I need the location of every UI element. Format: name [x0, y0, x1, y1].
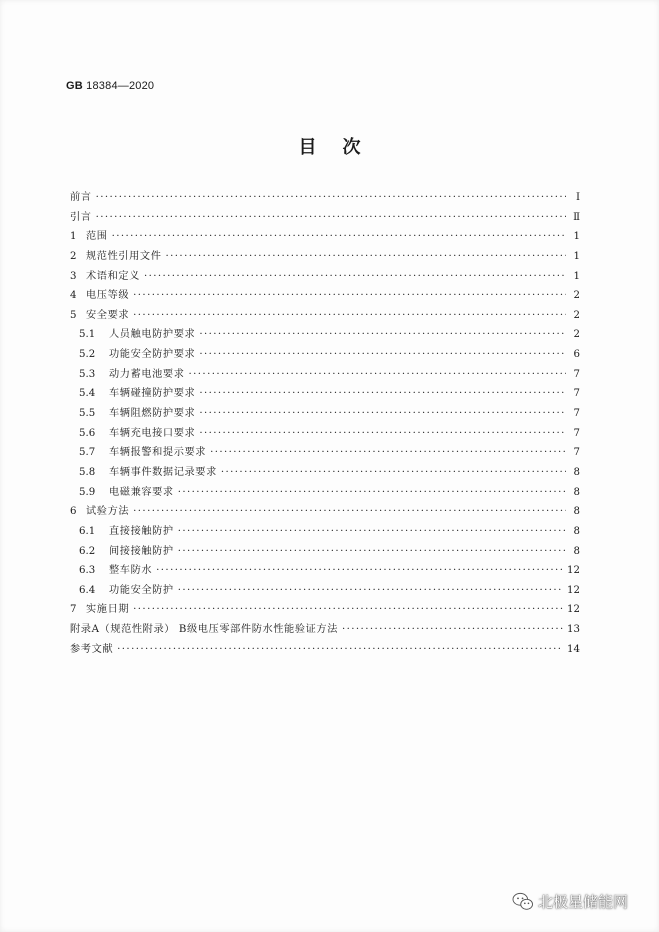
- toc-entry-label: 规范性引用文件: [86, 250, 162, 262]
- toc-entry-page: 1: [573, 250, 580, 262]
- toc-entry[interactable]: [70, 640, 580, 660]
- toc-entry[interactable]: [70, 542, 580, 562]
- toc-entry-number: 6.1: [79, 525, 96, 537]
- toc-entry-number: 3: [70, 270, 77, 282]
- toc-leader-dots: [199, 345, 566, 365]
- toc-entry-page: 7: [573, 388, 580, 400]
- toc-entry-number: 5: [70, 309, 77, 321]
- toc-leader-dots: [96, 188, 566, 208]
- toc-entry-label: 车辆阻燃防护要求: [109, 408, 196, 420]
- toc-entry-page: 12: [567, 565, 580, 577]
- toc-entry[interactable]: [70, 404, 580, 424]
- toc-entry-number: 6: [70, 506, 77, 518]
- toc-entry[interactable]: [70, 384, 580, 404]
- toc-entry-page: 7: [573, 427, 580, 439]
- toc-leader-dots: [210, 443, 566, 463]
- toc-entry-number: 5.3: [79, 368, 96, 380]
- toc-entry-page: Ⅱ: [573, 211, 580, 223]
- toc-entry-label: 间接接触防护: [109, 545, 174, 557]
- wechat-icon: [512, 892, 534, 912]
- toc-leader-dots: [166, 247, 566, 267]
- toc-entry-number: 6.3: [79, 565, 96, 577]
- toc-entry-page: 1: [573, 270, 580, 282]
- toc-entry-page: 2: [573, 329, 580, 341]
- toc-entry-number: 5.7: [79, 447, 96, 459]
- toc-entry[interactable]: [70, 522, 580, 542]
- toc-entry[interactable]: [70, 424, 580, 444]
- toc-leader-dots: [156, 561, 563, 581]
- toc-leader-dots: [117, 640, 563, 660]
- toc-entry[interactable]: [70, 345, 580, 365]
- toc-entry-number: 7: [70, 604, 77, 616]
- toc-entry-page: 1: [573, 231, 580, 243]
- toc-entry-number: 5.4: [79, 388, 96, 400]
- toc-leader-dots: [178, 581, 563, 601]
- toc-entry-page: 8: [573, 486, 580, 498]
- toc-leader-dots: [112, 227, 566, 247]
- toc-entry-number: 2: [70, 250, 77, 262]
- toc-entry-page: 2: [573, 290, 580, 302]
- toc-entry-number: 5.2: [79, 349, 96, 361]
- toc-entry[interactable]: [70, 365, 580, 385]
- toc-entry-label: 整车防水: [109, 565, 153, 577]
- toc-entry-number: 5.5: [79, 408, 96, 420]
- toc-entry[interactable]: [70, 325, 580, 345]
- toc-entry-page: Ⅰ: [575, 192, 580, 203]
- standard-code: [66, 80, 154, 92]
- toc-entry-label: 实施日期: [86, 604, 130, 616]
- toc-entry-page: 6: [573, 349, 580, 361]
- toc-entry-number: 5.8: [79, 466, 96, 478]
- toc-entry-number: 1: [70, 231, 77, 243]
- toc-leader-dots: [144, 267, 566, 287]
- table-of-contents: [70, 188, 580, 659]
- toc-entry-page: 8: [573, 525, 580, 537]
- toc-entry[interactable]: [70, 306, 580, 326]
- toc-entry-label: 安全要求: [86, 309, 130, 321]
- toc-entry-page: 13: [567, 624, 580, 636]
- toc-leader-dots: [178, 483, 566, 503]
- toc-entry-label: 附录A（规范性附录） B级电压零部件防水性能验证方法: [70, 624, 338, 636]
- toc-leader-dots: [96, 208, 566, 228]
- toc-entry[interactable]: [70, 581, 580, 601]
- watermark: [512, 891, 628, 912]
- standard-prefix: GB: [66, 80, 83, 92]
- toc-entry-label: 车辆充电接口要求: [109, 427, 196, 439]
- toc-leader-dots: [342, 620, 563, 640]
- toc-entry[interactable]: [70, 267, 580, 287]
- toc-entry[interactable]: [70, 443, 580, 463]
- toc-entry-label: 前言: [70, 192, 92, 203]
- toc-entry-label: 引言: [70, 211, 92, 223]
- toc-entry-page: 8: [573, 466, 580, 478]
- toc-entry-label: 范围: [86, 231, 108, 243]
- toc-entry[interactable]: [70, 600, 580, 620]
- toc-entry-label: 车辆事件数据记录要求: [109, 466, 217, 478]
- toc-entry-label: 电压等级: [86, 290, 130, 302]
- toc-entry-page: 7: [573, 408, 580, 420]
- toc-leader-dots: [133, 286, 566, 306]
- toc-leader-dots: [178, 542, 566, 562]
- toc-entry-label: 功能安全防护: [109, 584, 174, 596]
- toc-entry-label: 电磁兼容要求: [109, 486, 174, 498]
- toc-entry-number: 5.1: [79, 329, 96, 341]
- toc-entry-number: 5.9: [79, 486, 96, 498]
- toc-leader-dots: [133, 502, 566, 522]
- toc-entry-number: 5.6: [79, 427, 96, 439]
- toc-entry-label: 参考文献: [70, 643, 114, 655]
- toc-leader-dots: [199, 384, 566, 404]
- toc-entry[interactable]: [70, 247, 580, 267]
- toc-entry[interactable]: [70, 483, 580, 503]
- toc-entry-page: 2: [573, 309, 580, 321]
- toc-entry-page: 7: [573, 447, 580, 459]
- toc-entry-number: 4: [70, 290, 77, 302]
- toc-entry[interactable]: [70, 463, 580, 483]
- toc-entry-label: 术语和定义: [86, 270, 140, 282]
- toc-entry-page: 7: [573, 368, 580, 380]
- toc-entry-label: 人员触电防护要求: [109, 329, 196, 341]
- toc-leader-dots: [199, 325, 566, 345]
- toc-entry-label: 车辆碰撞防护要求: [109, 388, 196, 400]
- toc-leader-dots: [133, 600, 563, 620]
- toc-leader-dots: [221, 463, 566, 483]
- toc-entry-page: 12: [567, 604, 580, 616]
- toc-entry-label: 试验方法: [86, 506, 130, 518]
- toc-entry-page: 14: [567, 643, 580, 655]
- toc-entry[interactable]: [70, 208, 580, 228]
- toc-entry-label: 车辆报警和提示要求: [109, 447, 207, 459]
- toc-entry-number: 6.4: [79, 584, 96, 596]
- toc-entry-page: 8: [573, 545, 580, 557]
- toc-leader-dots: [199, 404, 566, 424]
- toc-entry-page: 8: [573, 506, 580, 518]
- toc-leader-dots: [133, 306, 566, 326]
- toc-entry[interactable]: [70, 227, 580, 247]
- toc-entry[interactable]: [70, 502, 580, 522]
- toc-entry-page: 12: [567, 584, 580, 596]
- toc-leader-dots: [199, 424, 566, 444]
- toc-leader-dots: [178, 522, 566, 542]
- toc-entry-label: 动力蓄电池要求: [109, 368, 185, 380]
- toc-entry-label: 直接接触防护: [109, 525, 174, 537]
- toc-entry-number: 6.2: [79, 545, 96, 557]
- toc-leader-dots: [189, 365, 566, 385]
- standard-number: 18384—2020: [86, 80, 155, 92]
- toc-entry[interactable]: [70, 188, 580, 208]
- toc-entry[interactable]: [70, 620, 580, 640]
- page-title: 目次: [298, 137, 387, 158]
- toc-entry[interactable]: [70, 561, 580, 581]
- toc-entry[interactable]: [70, 286, 580, 306]
- toc-entry-label: 功能安全防护要求: [109, 349, 196, 361]
- watermark-text: 北极星储能网: [538, 893, 629, 911]
